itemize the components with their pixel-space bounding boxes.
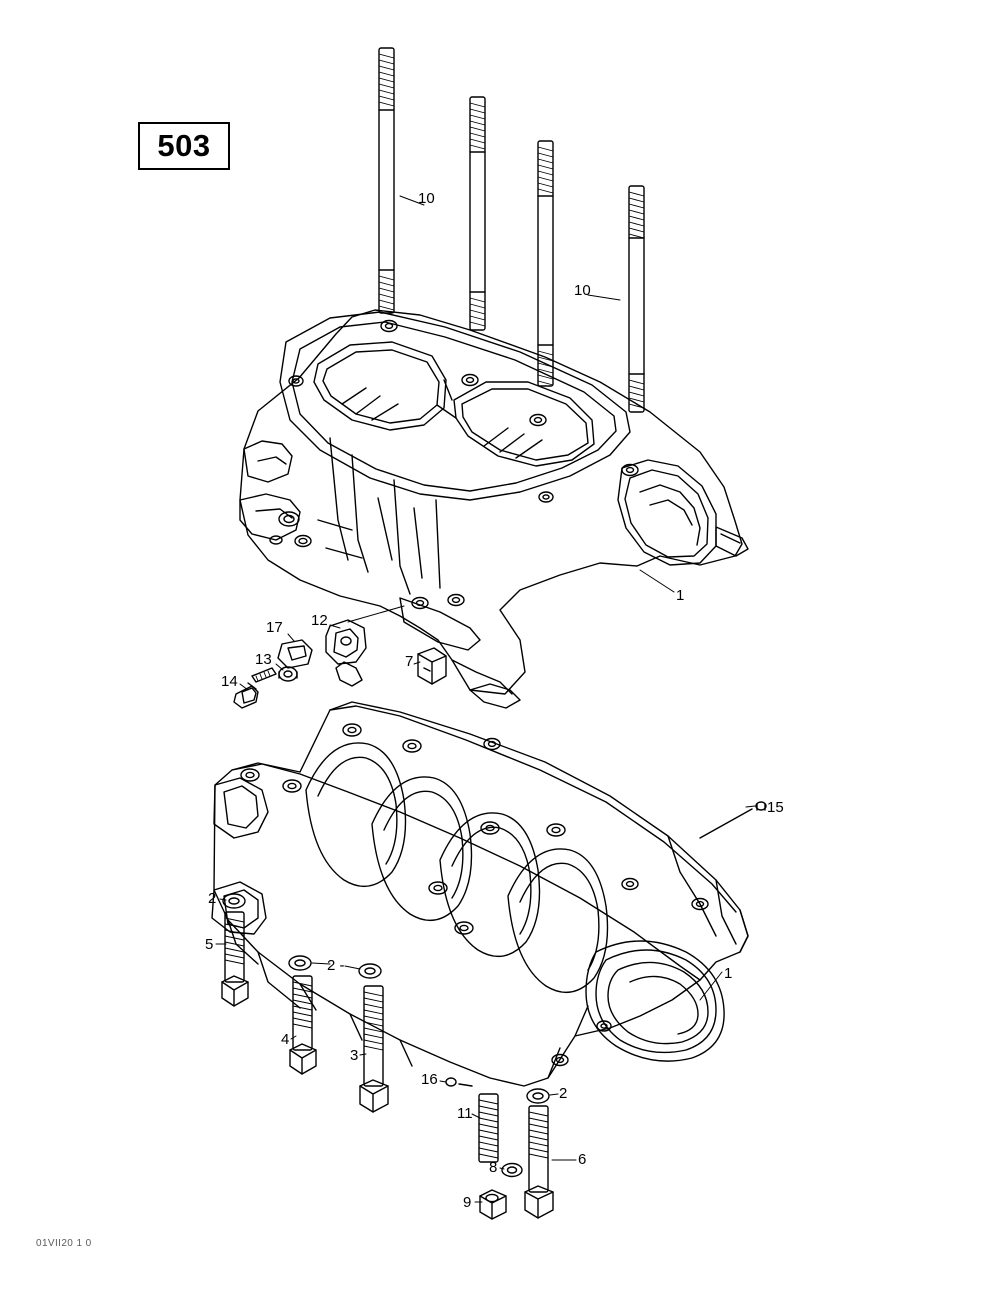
part-10-stud-c (538, 141, 553, 386)
callout-5: 5 (205, 936, 214, 953)
callout-14: 14 (221, 673, 238, 690)
part-3-bolt (360, 986, 388, 1112)
callout-2-c: 2 (559, 1085, 568, 1102)
callout-9: 9 (463, 1194, 472, 1211)
callout-8: 8 (489, 1159, 498, 1176)
callout-3: 3 (350, 1047, 359, 1064)
callout-7: 7 (405, 653, 414, 670)
part-11-stud (479, 1094, 498, 1162)
part-2-washer-a (223, 894, 245, 908)
callout-1-upper: 1 (676, 587, 685, 604)
part-2-washer-d (527, 1089, 549, 1103)
sheet-footer-code: 01VII20 1 0 (36, 1238, 92, 1249)
callout-2-a: 2 (208, 890, 217, 907)
part-5-bolt (222, 912, 248, 1006)
part-17-clip (278, 640, 312, 668)
part-15-dowel-pin (700, 802, 766, 838)
part-4-bolt (290, 976, 316, 1074)
callout-12: 12 (311, 612, 328, 629)
part-2-washer-b (289, 956, 311, 970)
callout-11: 11 (457, 1105, 473, 1122)
part-6-bolt (525, 1106, 553, 1218)
part-9-hex-nut (480, 1190, 506, 1219)
callout-10-b: 10 (574, 282, 591, 299)
callout-1-lower: 1 (724, 965, 733, 982)
part-7-bushing (418, 648, 446, 684)
callout-13: 13 (255, 651, 272, 668)
leader-lines (216, 196, 755, 1202)
callout-4: 4 (281, 1031, 290, 1048)
part-10-stud-d (629, 186, 644, 412)
model-code-label: 503 (157, 128, 211, 163)
callout-2-b: 2 - (327, 957, 345, 974)
callout-15: 15 (767, 799, 784, 816)
part-16-stud (446, 1078, 472, 1086)
part-12-bracket (326, 620, 366, 686)
part-8-washer (502, 1164, 522, 1177)
callout-16: 16 (421, 1071, 438, 1088)
part-14-screw (234, 668, 276, 708)
callout-6: 6 (578, 1151, 587, 1168)
callout-10-a: 10 (418, 190, 435, 207)
part-2-washer-c (359, 964, 381, 978)
part-10-stud-a (379, 48, 394, 313)
part-10-stud-b (470, 97, 485, 330)
callout-17: 17 (266, 619, 283, 636)
part-1-upper-crankcase (240, 310, 748, 708)
